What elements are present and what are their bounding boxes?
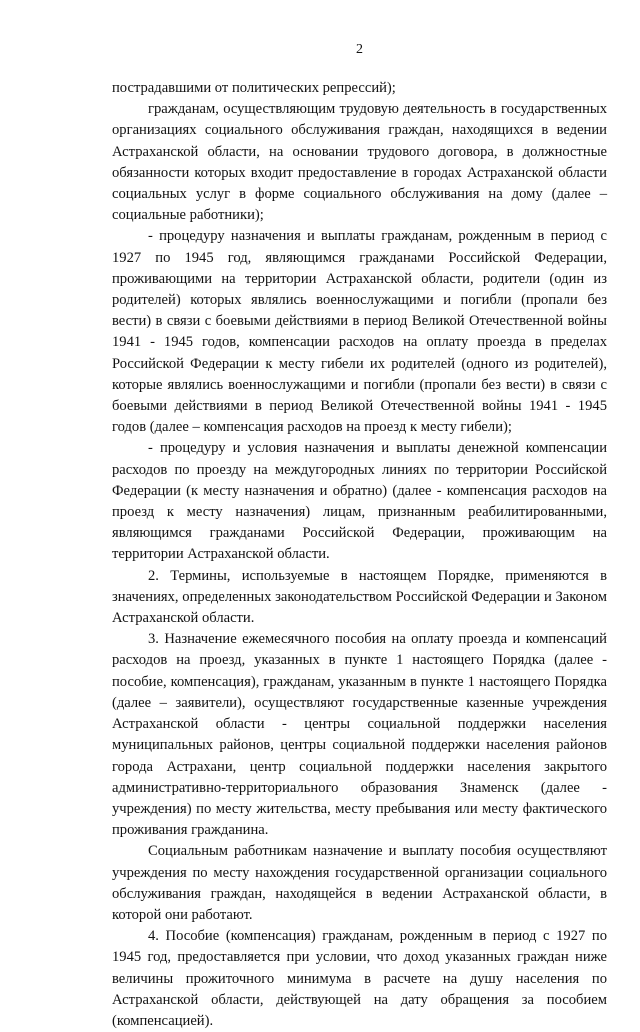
- paragraph-3: - процедуру назначения и выплаты гражданам, рожденным в период с 1927 по 1945 год, являющимся гражданами Российской Федерации, проживающими на территории Астраханской области, родители (один из родителей) которых являлись военнослужащими и погибли (пропали без вести) в связи с боевыми действиями в период Великой Отечественной войны 1941 - 1945 годов, компенсации расходов на оплату проезда в пределах Российской Федерации к месту гибели их родителей (одного из родителей), которые являлись военнослужащими и погибли (пропали без вести) в связи с боевыми действиями в период Великой Отечественной войны 1941 - 1945 годов (далее – компенсация расходов на проезд к месту гибели);: [112, 228, 607, 436]
- paragraph-4: - процедуру и условия назначения и выплаты денежной компенсации расходов по проезду на междугородных линиях по территории Российской Федерации (к месту назначения и обратно) (далее - компенсация расходов на проезд к месту назначения) лицам, признанным реабилитированными, являющимся гражданами Российской Федерации, проживающим на территории Астраханской области.: [112, 440, 607, 563]
- paragraph-6: 3. Назначение ежемесячного пособия на оплату проезда и компенсаций расходов на проезд, указанных в пункте 1 настоящего Порядка (далее - пособие, компенсация), гражданам, указанным в пункте 1 настоящего Порядка (далее – заявители), осуществляют государственные казенные учреждения Астраханской области - центры социальной поддержки населения муниципальных районов, центры социальной поддержки населения районов города Астрахани, центр социальной поддержки населения закрытого административно-территориального образования Знаменск (далее - учреждения) по месту жительства, месту пребывания или месту фактического проживания гражданина.: [112, 631, 607, 839]
- paragraph-5: 2. Термины, используемые в настоящем Порядке, применяются в значениях, определенных законодательством Российской Федерации и Законом Астраханской области.: [112, 567, 607, 627]
- paragraph-8: 4. Пособие (компенсация) гражданам, рожденным в период с 1927 по 1945 год, предоставляется при условии, что доход указанных граждан ниже величины прожиточного минимума в расчете на душу населения по Астраханской области, действующей на дату обращения за пособием (компенсацией).: [112, 928, 607, 1029]
- document-body: [112, 78, 607, 1032]
- paragraph-7: Социальным работникам назначение и выплату пособия осуществляют учреждения по месту нахождения государственной организации социального обслуживания граждан, находящейся в ведении Астраханской области, в которой они работают.: [112, 843, 607, 923]
- page-number: 2: [356, 42, 363, 57]
- paragraph-1: пострадавшими от политических репрессий);: [112, 80, 396, 96]
- paragraph-2: гражданам, осуществляющим трудовую деятельность в государственных организациях социального обслуживания граждан, находящихся в ведении Астраханской области, на основании трудового договора, в должностные обязанности которых входит предоставление в городах Астраханской области социальных услуг в форме социального обслуживания на дому (далее – социальные работники);: [112, 101, 607, 224]
